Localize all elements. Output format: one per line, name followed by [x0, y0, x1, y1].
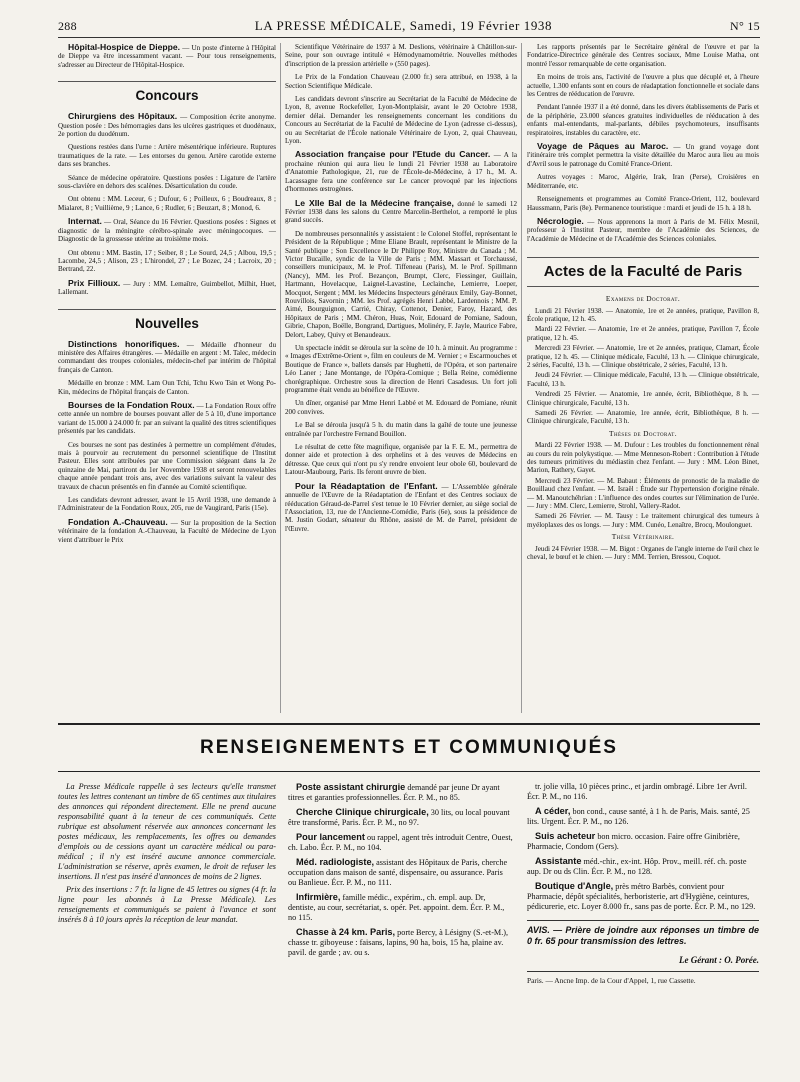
column-1 [58, 43, 276, 713]
article-title: Voyage de Pâques au Maroc. [537, 141, 669, 152]
article-body: Les rapports présentés par le Secrétaire général de l'œuvre et par la Fondatrice-Directrice générale des Centres sociaux, Mme Louise Matha, ont montré l'essor remarquable de cette organisation. [527, 43, 759, 68]
actes-subheading: Examens de Doctorat. [605, 294, 681, 304]
article [527, 43, 759, 68]
actes-sections [527, 295, 759, 561]
article [285, 199, 517, 225]
column-divider [280, 43, 281, 713]
article-body: — Nous apprenons la mort à Paris de M. Félix Mesnil, professeur à l'Institut Pasteur, membre de l'Académie des Sciences, de l'Académie de Médecine et de l'Académie des Sciences coloniales. [527, 217, 759, 243]
concours-item-body: Ont obtenu : MM. Leceur, 6 ; Dufour, 6 ; Poilleux, 6 ; Boudreaux, 8 ; Mialaret, 8 ; Vuillième, 9 ; Lance, 6 ; Rudler, 6 ; Beuzart, 8 ; Monod, 6. [58, 195, 276, 212]
article [527, 103, 759, 137]
concours-item [58, 174, 276, 191]
classified-ads-column-2 [527, 782, 759, 1062]
classified-ad-body: bon cond., cause santé, à 1 h. de Paris, Mais. santé, 25 lits. Urgent. Écr. P. M., no 126. [527, 807, 750, 826]
article [285, 344, 517, 394]
article-body: En moins de trois ans, l'activité de l'œuvre a plus que décuplé et, à l'heure actuelle, 1.300 enfants sont en cours de réadaptation fonctionnelle et sociale dans les Centres de rééducation de l'œuvre. [527, 73, 759, 99]
section-heading-actes: Actes de la Faculté de Paris [527, 257, 759, 287]
nouvelles-item-body: — Sur la proposition de la Section vétérinaire de la fondation A.-Chauveau, la Faculté de Médecine de Lyon vient d'attribuer le Prix [58, 518, 276, 544]
classified-ad-title: Boutique d'Angle, [535, 881, 614, 891]
classified-ad-title: Chasse à 24 km. Paris, [296, 927, 396, 937]
classified-ad-title: Poste assistant chirurgie [296, 782, 406, 792]
classified-ad [288, 857, 513, 888]
column-2-articles [285, 43, 517, 533]
nouvelles-list [58, 340, 276, 545]
actes-entry: Mardi 22 Février. — Anatomie, 1re et 2e années, pratique, Pavillon 7, École pratique, 12 h. 45. [527, 325, 759, 342]
classified-ad [527, 782, 759, 802]
classified-ad-body: assistant des Hôpitaux de Paris, cherche occupation dans maison de santé, dispensaire, ou assurance. Paris ou Banlieue. Écr. P. M., no 111. [288, 858, 508, 887]
avis-notice: AVIS. — Prière de joindre aux réponses un timbre de 0 fr. 65 pour transmission des lettres. [527, 920, 759, 947]
article-body: — Un poste d'interne à l'Hôpital de Dieppe va être incessamment vacant. — Pour tous renseignements, s'adresser au Directeur de l'Hôpital-Hospice. [58, 44, 276, 69]
concours-list [58, 112, 276, 296]
nouvelles-item-title: Bourses de la Fondation Roux. [68, 399, 195, 410]
article-body: Le Bal se déroula jusqu'à 5 h. du matin dans la gaîté de toute une jeunesse entraînée par l'orchestre Fernand Bouillon. [285, 421, 517, 438]
article-body: — A la prochaine réunion qui aura lieu le lundi 21 Février 1938 au Laboratoire d'Anatomie Pathologique, 21, rue de l'École-de-Médecine, à 17 h., M. A. Lacassagne fera une conférence sur Le cancer provoqué par les injections d'hormones œstrogènes. [285, 151, 517, 194]
article-body: — L'Assemblée générale annuelle de l'Œuvre de la Réadaptation de l'Enfant et des Centres sociaux de rééducation Géraud-de-Parrel s'est tenue le 10 Février dernier, au siège social de l'Association, 13, rue de l'Ancienne-Comédie, Paris (6e), sous la présidence de M. Justin Godart, sénateur du Rhône, assisté de M. de Parrel, président de l'Œuvre. [285, 482, 517, 533]
notice-paragraph: Prix des insertions : 7 fr. la ligne de 45 lettres ou signes (4 fr. la ligne pour les abonnés à La Presse Médicale). Les renseignements et communiqués se paient à l'avance et sont insérés 8 à 10 jours après la réception de leur mandat. [58, 885, 276, 924]
nouvelles-item [58, 518, 276, 544]
nouvelles-item-title: Fondation A.-Chauveau. [68, 516, 168, 527]
article-body: donné le samedi 12 Février 1938 dans les salons du Centre Marcelin-Berthelot, a remporté le plus grand succès. [285, 199, 517, 225]
nouvelles-item-title: Distinctions honorifiques. [68, 338, 180, 349]
article-title: Le XIIe Bal de la Médecine française, [295, 197, 454, 208]
classified-ad [527, 881, 759, 912]
concours-item [58, 112, 276, 138]
printer-line: Paris. — Ancne Imp. de la Cour d'Appel, 1, rue Cassette. [527, 976, 696, 985]
article-body: De nombreuses personnalités y assistaient : le Colonel Stoffel, représentant le Président de la République ; Mme Eliane Brault, représentant le Ministre de la Santé publique ; Son Excellence le Dr Philippe Roy, Ministre du Canada ; M. Victor Bucaille, syndic de la Ville de Paris ; MM. Massart et Torchaussé, conseillers municipaux, M. le Prof. Tiffeneau (Paris), M. le Prof. Spillmann (Nancy), MM. les Prof. Bezançon, Brumpt, Clerc, Fiessinger, Guillain, Hartmann, Hovelacque, Laignel-Lavastine, Leclainche, Lemierre, Loeper, Mocquot, Sergent ; MM. les Médecins Inspecteurs généraux Emily, Gay-Bonnet, Rouvillois, Savornin ; MM. les Prof. agrégés Henri Labbé, Lardennois ; MM. P. Aimé, Bourguignon, Carrié, Chiray, Cottenot, Denier, Faroy, Hazard, des Hôpitaux de Paris ; MM. Chéron, Huas, Noir, Edouard de Pomiane, Sadoun, Gibrie, Chapon, Boëlle, Bongrand, Dartigues, Molinéry, F. Jayle, Maurice Fabre, Delort, Labey, Quivy et Benaudeaux. [285, 229, 517, 339]
article-body: Pendant l'année 1937 il a été donné, dans les divers établissements de Paris et de la périphérie, 23.000 séances gratuites individuelles de rééducation à des enfants mal-entendants, mal-parlants, débiles psychomoteurs, insuffisants respiratoires, instables du caractère, etc. [527, 103, 759, 137]
concours-item-body: Questions restées dans l'urne : Artère mésentérique inférieure. Ruptures traumatiques de la rate. — Les entorses du genou. Artère carotide externe dans ses branches. [58, 143, 276, 169]
actes-entry: Jeudi 24 Février. — Clinique médicale, Faculté, 13 h. — Clinique obstétricale, Faculté, 13 h. [527, 371, 759, 388]
nouvelles-item-body: — Médaille d'honneur du ministère des Affaires étrangères. — Médaille en argent : M. Talec, médecin commandant des troupes coloniales, médecin-chef par intérim de l'hôpital français de Canton. [58, 340, 276, 374]
concours-item [58, 249, 276, 274]
concours-item-body: Ont obtenu : MM. Bastin, 17 ; Seiber, 8 ; Le Sourd, 24,5 ; Albou, 19,5 ; Lacombe, 24,5 ; Alison, 23 ; L'hirondel, 27 ; Le Bozec, 24 ; Lacroix, 20 ; Bertrand, 22. [58, 248, 276, 274]
nouvelles-item-body: — La Fondation Roux offre cette année un nombre de bourses pouvant aller de 5 à 10, d'une importance variant de 15.000 à 24.000 fr. par an suivant la qualité des titres scientifiques présentés par les candidats. [58, 401, 276, 436]
article [527, 73, 759, 98]
classified-ad [527, 831, 759, 852]
section-heading-nouvelles: Nouvelles [58, 309, 276, 332]
article-title: Hôpital-Hospice de Dieppe. [68, 43, 181, 52]
article-body: Autres voyages : Maroc, Algérie, Irak, Iran (Perse), Croisières en Méditerranée, etc. [527, 173, 759, 190]
section-heading-concours: Concours [58, 81, 276, 104]
nouvelles-item [58, 441, 276, 491]
classified-ad-title: Méd. radiologiste, [296, 857, 375, 867]
notice-column [58, 782, 276, 1062]
article-title: Nécrologie. [537, 215, 584, 226]
article [527, 195, 759, 212]
article-body: Le résultat de cette fête magnifique, organisée par la F. E. M., permettra de donner aide et protection à des orphelins et à des veuves de Médecins en détresse. Que ceux qui n'ont pu s'y rendre envoient leur obole 60, boulevard de Latour-Maubourg, Paris. Ils feront œuvre de bien. [285, 443, 517, 477]
classified-ad-body: ou rappel, agent très introduit Centre, Ouest, ch. Labo. Écr. P. M., no 104. [288, 833, 513, 852]
nouvelles-item-body: Ces bourses ne sont pas destinées à permettre un complément d'études, mais à pourvoir au recrutement du personnel scientifique de l'Institut Pasteur. Elles sont attribuées par une Commission siégeant dans la 2e quinzaine de Mai, partiront du 1er Novembre 1938 et seront renouvelables chaque année pendant trois ans, avec des variations suivant la valeur des travaux de chacun présentés en fin d'année au Comité scientifique. [58, 440, 276, 491]
header-rule [58, 37, 760, 38]
concours-item-body: — Jury : MM. Lemaître, Guimbellot, Milhit, Huet, Lallemant. [58, 279, 276, 297]
concours-item-title: Internat. [68, 216, 102, 227]
concours-item [58, 217, 276, 243]
actes-entry: Vendredi 25 Février. — Anatomie, 1re année, écrit, Bibliothèque, 8 h. — Clinique chirurgicale, Faculté, 13 h. [527, 390, 759, 407]
actes-entry: Samedi 26 Février. — Anatomie, 1re année, écrit, Bibliothèque, 8 h. — Clinique chirurgicale, Faculté, 13 h. [527, 409, 759, 426]
concours-item-body: — Composition écrite anonyme. Question posée : Des hémorragies dans les ulcères gastriques et duodénaux, 2e portion du duodénum. [58, 113, 276, 139]
classified-ad-body: tr. jolie villa, 10 pièces princ., et jardin ombragé. Libre 1er Avril. Écr. P. M., no 116. [527, 782, 747, 801]
actes-entry: Mercredi 23 Février. — Anatomie, 1re et 2e années, pratique, Clamart, École pratique, 12 h. 45. — Clinique médicale, Faculté, 13 h. — Clinique chirurgicale, 2 séries, Faculté, 13 h. — Clinique obstétricale, 2 séries, Faculté, 13 h. [527, 344, 759, 369]
classified-ad-body: près métro Barbès, convient pour Pharmacie, dépôt spécialités, herboristerie, art d'Hygiène, ceintures, pédicurerie, etc. Loyer 8.000 fr., sans pas de porte. Écr. P. M., no 129. [527, 882, 756, 911]
classified-ad [288, 892, 513, 923]
classified-ads-list [288, 782, 513, 958]
concours-item-title: Prix Fillioux. [68, 277, 121, 288]
classified-ad-body: méd.-chir., ex-int. Hôp. Prov., meill. réf. ch. poste aup. Dr ou ds Clin. Écr. P. M., no 128. [527, 857, 747, 876]
classified-ad-body: 30 lits, ou local pouvant être transformé, Paris. Écr. P. M., no 97. [288, 808, 510, 827]
page-number: 288 [58, 19, 77, 33]
classified-ad-title: Pour lancement [296, 832, 365, 842]
classified-ad-body: famille médic., expérim., ch. empl. aup. Dr, dentiste, au cour, secrétariat, s. opér. Pet. appoint. dem. Écr. P. M., no 115. [288, 893, 505, 922]
nouvelles-item [58, 379, 276, 396]
column-3 [527, 43, 759, 713]
classified-ad [288, 807, 513, 828]
article [527, 173, 759, 190]
article-body: — Un grand voyage dont l'itinéraire très complet permettra la visite détaillée du Maroc aura lieu au mois d'Avril sous le patronage du Comité France-Orient. [527, 143, 759, 168]
article [285, 230, 517, 339]
article [285, 95, 517, 145]
article [527, 217, 759, 243]
classified-ad-title: Suis acheteur [535, 831, 596, 841]
classified-ad [527, 856, 759, 877]
article-body: Le Prix de la Fondation Chauveau (2.000 fr.) sera attribué, en 1938, à la Section Scientifique Médicale. [285, 73, 517, 90]
nouvelles-item-body: Les candidats devront adresser, avant le 15 Avril 1938, une demande à l'Administrateur de la Fondation Roux, 205, rue de Vaugirard, Paris (15e). [58, 496, 276, 513]
article [285, 482, 517, 533]
article-title: Association française pour l'Etude du Cancer. [295, 149, 491, 160]
column-divider [521, 43, 522, 713]
article [285, 421, 517, 438]
concours-item [58, 143, 276, 168]
actes-entry: Jeudi 24 Février 1938. — M. Bigot : Organes de l'angle interne de l'œil chez le cheval, le bœuf et le chien. — Jury : MM. Terrien, Bressou, Coquot. [527, 544, 759, 562]
concours-item-title: Chirurgiens des Hôpitaux. [68, 111, 178, 122]
classified-ad-title: Infirmière, [296, 892, 341, 902]
article [285, 443, 517, 477]
classified-ad-title: A céder, [535, 806, 571, 816]
article-body: Les candidats devront s'inscrire au Secrétariat de la Faculté de Médecine de Lyon, 8, avenue Rockefeller, Lyon-Montplaisir, avant le 20 Octobre 1938, dernier délai. Demander les renseignements concernant les conditions du Concours au Secrétariat de la Faculté de Médecine de Lyon (adresse ci-dessus), ou au Secrétariat de l'École nationale Vétérinaire de Lyon, 2, quai Chauveau, Lyon. [285, 95, 517, 146]
classified-ad-body: porte Bercy, à Lésigny (S.-et-M.), chasse tr. giboyeuse : faisans, lapins, 90 ha, bois, 15 ha, plaine av. pavil. de garde ; av. ou s. [288, 928, 509, 957]
classified-ad [527, 806, 759, 827]
classified-ad-body: demandé par jeune Dr ayant titres et garanties professionnelles. Écr. P. M., no 85. [288, 783, 500, 802]
nouvelles-item [58, 401, 276, 436]
article-body: Scientifique Vétérinaire de 1937 à M. Deslions, vétérinaire à Châtillon-sur-Seine, pour son ouvrage intitulé « Hémodynamométrie. Nouvelles méthodes d'inscription de la pression artérielle » (550 pages). [285, 43, 517, 68]
article-body: Un dîner, organisé par Mme Henri Labbé et M. Edouard de Pomiane, réunit 200 convives. [285, 399, 517, 416]
actes-entry: Samedi 26 Février. — M. Tausy : Le traitement chirurgical des tumeurs à myéloplaxes des os longs. — Jury : MM. Cunéo, Lenaître, Brocq, Moulonguet. [527, 512, 759, 529]
actes-entry: Mardi 22 Février 1938. — M. Dufour : Les troubles du fonctionnement rénal au cours du rein polykystique. — Mme Menneson-Robert : Contribution à l'étude des tumeurs primitives du médiastin chez l'enfant. — Jury : MM. Léon Binet, Marion, Rathery, Gayet. [527, 441, 759, 475]
article [285, 150, 517, 193]
journal-title: LA PRESSE MÉDICALE, Samedi, 19 Février 1938 [254, 18, 553, 33]
actes-entry: Mercredi 23 Février. — M. Babaut : Éléments de pronostic de la maladie de Bouillaud chez l'enfant. — M. Israël : Étude sur l'hypertension d'origine rénale. — M. Manoutchéhrian : L'influence des ondes courtes sur l'élimination de l'urée. — Jury : MM. Clerc, Lemierre, Strohl, Vallery-Radot. [527, 476, 759, 511]
article [285, 43, 517, 68]
nouvelles-item [58, 340, 276, 375]
classified-ad-body: bon micro. occasion. Faire offre Ginibrière, Pharmacie, Condom (Gers). [527, 832, 740, 851]
article-body: Renseignements et programmes au Comité France-Orient, 112, boulevard Haussmann, Paris (8e). Permanence touristique : mardi et jeudi de 15 h. à 18 h. [527, 195, 759, 212]
page-header [58, 18, 760, 34]
classified-ad [288, 832, 513, 853]
column-2 [285, 43, 517, 713]
article [285, 399, 517, 416]
notice-paragraph: La Presse Médicale rappelle à ses lecteurs qu'elle transmet toutes les lettres contenant un timbre de 65 centimes aux titulaires des annonces qui répondent directement. Elle ne prend aucune responsabilité quant à la teneur de ces communiqués. Cette rubrique est absolument réservée aux annonces concernant les postes médicaux, les remplacements, les offres ou demandes d'emplois ou de cessions ayant un caractère médical ou para-médical ; il n'y est inséré aucune annonce commerciale. L'administration se réserve, après examen, le droit de refuser les insertions. Il n'est pas inséré d'annonces de moins de 2 lignes. [58, 782, 276, 881]
concours-item-body: — Oral, Séance du 16 Février. Questions posées : Signes et diagnostic de la méningite cérébro-spinale avec méningocoques. — Diagnostic de la grossesse utérine au troisième mois. [58, 218, 276, 244]
article-body: Un spectacle inédit se déroula sur la scène de 10 h. à minuit. Au programme : « Images d'Extrême-Orient », film en couleurs de M. Vernier ; « Escarmouches et Boutique de France », ballets dansés par Hughetti, de l'Opéra, et son partenaire Léo Laner ; Jane Montange, de l'Opéra-Comique ; Bella Reine, comédienne chorégraphique. Orchestre sous la direction de Henri Casadesus. Un fort joli programme était vendu au bénéfice de l'Œuvre. [285, 344, 517, 395]
concours-item [58, 195, 276, 212]
concours-item [58, 279, 276, 297]
classified-ad-title: Assistante [535, 856, 582, 866]
article-title: Pour la Réadaptation de l'Enfant. [295, 480, 438, 491]
concours-item-body: Séance de médecine opératoire. Questions posées : Ligature de l'artère sous-clavière en dehors des scalènes. Désarticulation du coude. [58, 173, 276, 191]
actes-subheading: Thèses de Doctorat. [609, 428, 677, 438]
classified-ads-column-1 [288, 782, 513, 1062]
classified-ads-list [527, 782, 759, 912]
nouvelles-item [58, 496, 276, 513]
classified-ad [288, 927, 513, 958]
issue-number: N° 15 [730, 19, 760, 33]
actes-subheading: Thèse Vétérinaire. [611, 532, 675, 542]
renseignements-heading: RENSEIGNEMENTS ET COMMUNIQUÉS [58, 723, 760, 772]
column-3-articles [527, 43, 759, 243]
article [527, 142, 759, 168]
gerant-signature: Le Gérant : O. Porée. [527, 955, 759, 972]
classified-ad-title: Cherche Clinique chirurgicale, [296, 807, 429, 817]
article [285, 73, 517, 90]
article-dieppe [58, 43, 276, 69]
classified-ad [288, 782, 513, 803]
nouvelles-item-body: Médaille en bronze : MM. Lam Oun Tchi, Tchu Kwo Tsin et Wong Po-Kin, médecins de l'hôpital français de Canton. [58, 379, 276, 396]
actes-entry: Lundi 21 Février 1938. — Anatomie, 1re et 2e années, pratique, Pavillon 8, École pratique, 12 h. 45. [527, 306, 759, 323]
